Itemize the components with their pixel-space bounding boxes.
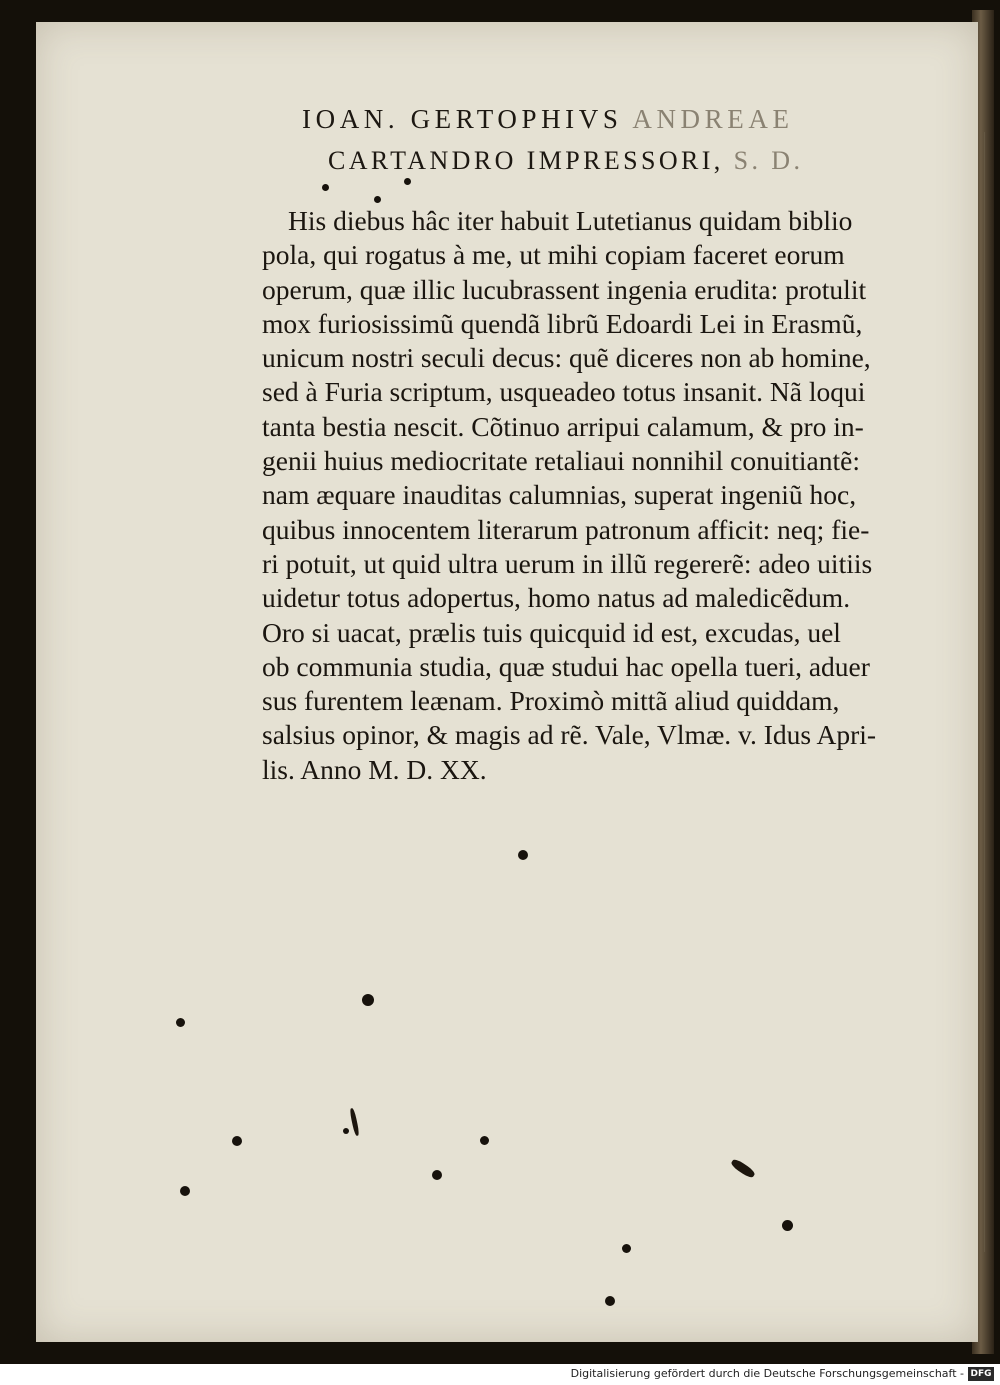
header-line-2-tail: S. D. [733, 146, 804, 175]
body-line: Oro si uacat, prælis tuis quicquid id est, excudas, uel [262, 616, 841, 648]
body-line: tanta bestia nescit. Cõtinuo arripui calamum, & pro in- [262, 410, 864, 442]
ink-streak [730, 1157, 757, 1179]
dfg-logo-icon: DFG [968, 1367, 994, 1381]
book-page [36, 22, 978, 1342]
page-rule [984, 132, 985, 1252]
header-line-1 [302, 104, 1000, 135]
body-line: unicum nostri seculi decus: quẽ diceres non ab homine, [262, 342, 871, 374]
header-line-2-text: CARTANDRO IMPRESSORI, [328, 146, 734, 175]
body-line: mox furiosissimũ quendã librũ Edoardi Lei in Erasmũ, [262, 307, 863, 339]
footer-credit: Digitalisierung gefördert durch die Deutsche Forschungsgemeinschaft - [570, 1367, 964, 1380]
ink-speck [622, 1244, 631, 1253]
ink-speck [232, 1136, 242, 1146]
ink-speck [404, 178, 411, 185]
body-line: genii huius mediocritate retaliaui nonnihil conuitiantẽ: [262, 445, 860, 477]
body-line: sus furentem leænam. Proximò mittã aliud quiddam, [262, 685, 840, 717]
ink-speck [432, 1170, 442, 1180]
body-line: lis. Anno M. D. XX. [262, 753, 487, 785]
body-line: sed à Furia scriptum, usqueadeo totus insanit. Nã loqui [262, 376, 866, 408]
body-line: ob communia studia, quæ studui hac opella tueri, aduer [262, 650, 870, 682]
body-line: pola, qui rogatus à me, ut mihi copiam faceret eorum [262, 239, 845, 271]
body-line: quibus innocentem literarum patronum afficit: neq; fie- [262, 513, 870, 545]
body-line: uidetur totus adopertus, homo natus ad maledicẽdum. [262, 582, 851, 614]
ink-speck [343, 1128, 349, 1134]
letter-body [262, 204, 952, 787]
ink-speck [322, 184, 329, 191]
body-line: operum, quæ illic lucubrassent ingenia erudita: protulit [262, 273, 867, 305]
body-line: His diebus hâc iter habuit Lutetianus quidam biblio [288, 205, 853, 236]
ink-speck [374, 196, 381, 203]
ink-speck [180, 1186, 190, 1196]
body-line: nam æquare inauditas calumnias, superat ingeniũ hoc, [262, 479, 857, 511]
body-line: ri potuit, ut quid ultra uerum in illũ regererẽ: adeo uitiis [262, 547, 873, 579]
ink-speck [176, 1018, 185, 1027]
body-line: salsius opinor, & magis ad rẽ. Vale, Vlmæ. v. Idus Apri- [262, 719, 877, 751]
ink-speck [480, 1136, 489, 1145]
header-line-1-text: IOAN. GERTOPHIVS [302, 104, 633, 134]
ink-speck [518, 850, 528, 860]
ink-speck [605, 1296, 615, 1306]
header-line-1-tail: ANDREAE [632, 104, 794, 134]
header-line-2 [328, 146, 1000, 176]
ink-streak [349, 1108, 360, 1136]
ink-speck [362, 994, 374, 1006]
ink-speck [782, 1220, 793, 1231]
